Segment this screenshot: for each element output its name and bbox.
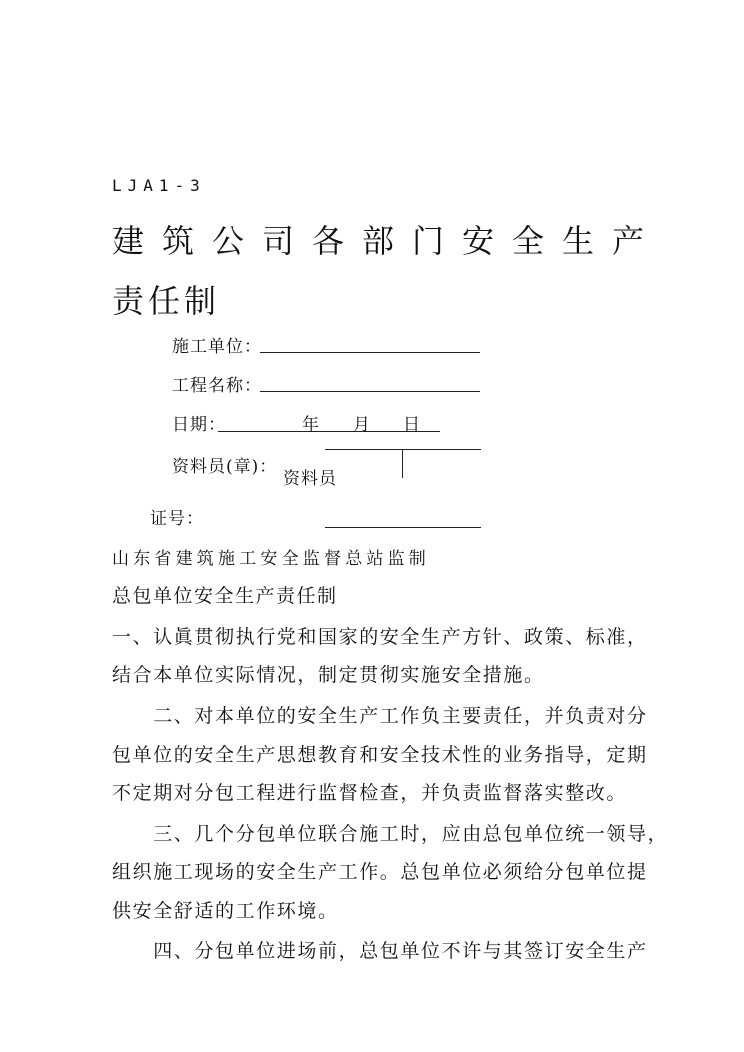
certificate-field[interactable] bbox=[325, 527, 481, 528]
construction-unit-field[interactable] bbox=[260, 352, 480, 353]
body-line: 结合本单位实际情况，制定贯彻实施安全措施。 bbox=[112, 664, 545, 686]
body-line: 供安全舒适的工作环境。 bbox=[112, 900, 339, 922]
project-name-field[interactable] bbox=[260, 391, 480, 392]
clerk-top-line bbox=[325, 449, 481, 450]
date-field[interactable] bbox=[218, 431, 440, 432]
body-line: 不定期对分包工程进行监督检查，并负责监督落实整改。 bbox=[112, 782, 628, 804]
body-line: 包单位的安全生产思想教育和安全技术性的业务指导，定期 bbox=[112, 744, 648, 766]
issuing-organization: 山东省建筑施工安全监督总站监制 bbox=[112, 549, 430, 569]
document-code: LJA1-3 bbox=[112, 176, 206, 195]
date-label: 日期： bbox=[172, 415, 226, 435]
body-line: 二、对本单位的安全生产工作负主要责任，并负责对分 bbox=[112, 705, 648, 727]
clerk-label: 资料员(章)： bbox=[172, 457, 278, 477]
body-line: 组织施工现场的安全生产工作。总包单位必须给分包单位提 bbox=[112, 861, 648, 883]
clerk-value: 资料员 bbox=[283, 469, 337, 489]
body-line: 四、分包单位进场前，总包单位不许与其签订安全生产 bbox=[112, 940, 648, 962]
body-line: 三、几个分包单位联合施工时，应由总包单位统一领导， bbox=[112, 823, 669, 845]
date-month: 月 bbox=[353, 415, 370, 435]
construction-unit-label: 施工单位： bbox=[172, 337, 262, 357]
section-heading: 总包单位安全生产责任制 bbox=[112, 585, 338, 607]
certificate-label: 证号： bbox=[150, 509, 204, 529]
document-title-line-1: 建筑公司各部门安全生产 bbox=[112, 222, 663, 260]
project-name-label: 工程名称： bbox=[172, 376, 262, 396]
body-line: 一、认眞贯彻执行党和国家的安全生产方针、政策、标准， bbox=[112, 626, 648, 648]
date-year: 年 bbox=[302, 415, 319, 435]
date-day: 日 bbox=[403, 415, 420, 435]
clerk-divider bbox=[402, 450, 403, 478]
document-title-line-2: 责任制 bbox=[112, 282, 221, 320]
